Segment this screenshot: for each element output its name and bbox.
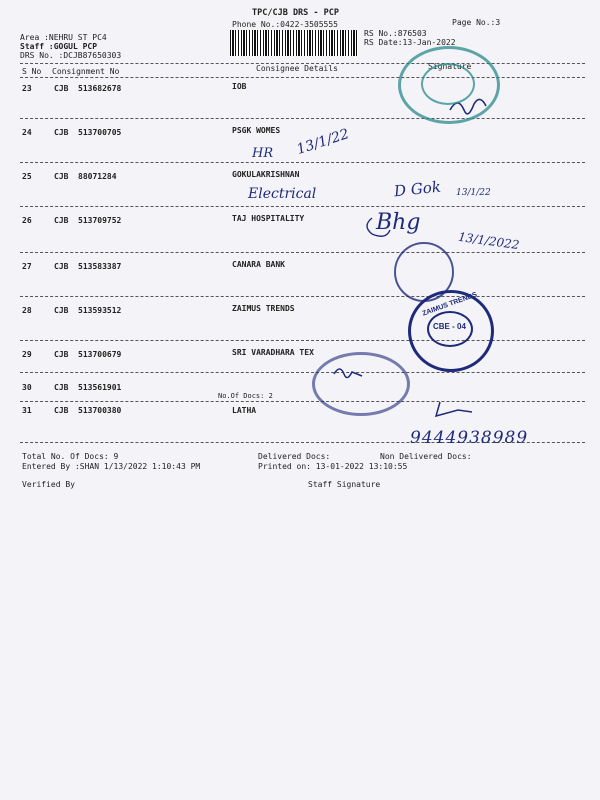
row-consignment: 513709752: [78, 216, 122, 225]
row-serial: 27: [22, 262, 32, 271]
row-serial: 24: [22, 128, 32, 137]
row-consignment: 88071284: [78, 172, 117, 181]
row-prefix: CJB: [54, 262, 69, 271]
row-consignee: TAJ HOSPITALITY: [232, 214, 305, 223]
row-prefix: CJB: [54, 406, 69, 415]
document-title: TPC/CJB DRS - PCP: [252, 8, 339, 18]
handwritten-signature: Bhg: [376, 210, 421, 235]
total-docs: Total No. Of Docs: 9: [22, 452, 119, 461]
signature-stroke: [436, 402, 472, 416]
stamp-city: CBE - 04: [433, 322, 466, 331]
row-serial: 29: [22, 350, 32, 359]
handwritten-note: Electrical: [248, 186, 317, 202]
col-consignee-details: Consignee Details: [256, 64, 338, 73]
verified-by: Verified By: [22, 480, 75, 489]
page-number: Page No.:3: [452, 18, 501, 27]
row-consignee: ZAIMUS TRENDS: [232, 304, 295, 313]
handwritten-phone: 9444938989: [410, 428, 529, 448]
row-consignee: LATHA: [232, 406, 257, 415]
row-serial: 26: [22, 216, 32, 225]
handwritten-date: 13/1/22: [456, 188, 491, 198]
area-label: Area :NEHRU ST PC4: [20, 33, 107, 42]
row-consignment: 513561901: [78, 383, 122, 392]
non-delivered-docs: Non Delivered Docs:: [380, 452, 472, 461]
rs-number: RS No.:876503: [364, 29, 427, 38]
row-prefix: CJB: [54, 350, 69, 359]
stamp-inner-ring: [421, 63, 475, 105]
handwritten-hr: HR: [252, 146, 274, 161]
row-serial: 31: [22, 406, 32, 415]
row-consignment: 513700705: [78, 128, 122, 137]
row-prefix: CJB: [54, 216, 69, 225]
row-prefix: CJB: [54, 128, 69, 137]
delivered-docs: Delivered Docs:: [258, 452, 331, 461]
phone-number: Phone No.:0422-3505555: [232, 20, 338, 29]
handwritten-signature: D Gok: [393, 177, 442, 201]
row-consignee: PSGK WOMES: [232, 126, 281, 135]
row-consignee: GOKULAKRISHNAN: [232, 170, 300, 179]
no-of-docs: No.Of Docs: 2: [218, 392, 273, 400]
row-serial: 30: [22, 383, 32, 392]
row-consignee: IOB: [232, 82, 247, 91]
stamp-text: ZAIMUS TRENDS: [421, 291, 479, 318]
row-prefix: CJB: [54, 383, 69, 392]
row-consignee: SRI VARADHARA TEX: [232, 348, 314, 357]
row-serial: 23: [22, 84, 32, 93]
row-prefix: CJB: [54, 172, 69, 181]
col-signature: Signature: [428, 62, 472, 71]
handwritten-date: 13/1/22: [294, 126, 352, 158]
stamp-inner-ring: [427, 311, 473, 347]
staff-label: Staff :GOGUL PCP: [20, 42, 98, 51]
signature-stroke: [367, 218, 390, 236]
drs-number: DRS No. :DCJB87650303: [20, 51, 122, 60]
row-consignment: 513682678: [78, 84, 122, 93]
col-consignment-no: Consignment No: [52, 67, 120, 76]
staff-signature: Staff Signature: [308, 480, 381, 489]
rs-date: RS Date:13-Jan-2022: [364, 38, 456, 47]
row-consignee: CANARA BANK: [232, 260, 285, 269]
row-consignment: 513700380: [78, 406, 122, 415]
company-stamp: [312, 352, 410, 416]
entered-by: Entered By :SHAN 1/13/2022 1:10:43 PM: [22, 462, 201, 471]
printed-on: Printed on: 13-01-2022 13:10:55: [258, 462, 408, 471]
handwritten-date: 13/1/2022: [457, 229, 521, 253]
row-consignment: 513700679: [78, 350, 122, 359]
row-consignment: 513593512: [78, 306, 122, 315]
row-consignment: 513583387: [78, 262, 122, 271]
row-serial: 25: [22, 172, 32, 181]
row-prefix: CJB: [54, 84, 69, 93]
company-stamp: [398, 46, 500, 124]
col-s-no: S No: [22, 67, 42, 76]
row-prefix: CJB: [54, 306, 69, 315]
zaimus-stamp: [408, 290, 494, 372]
row-serial: 28: [22, 306, 32, 315]
